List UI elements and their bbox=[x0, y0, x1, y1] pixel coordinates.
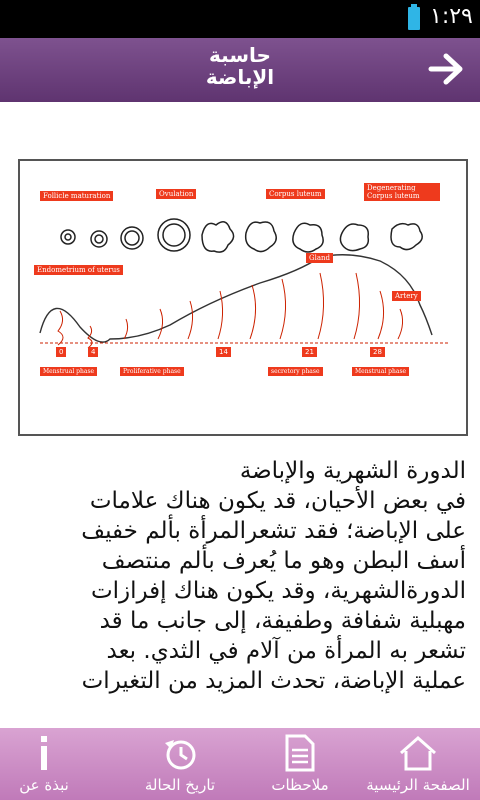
history-icon bbox=[161, 734, 199, 772]
day-28: 28 bbox=[370, 347, 385, 357]
content-area bbox=[0, 102, 480, 728]
menstrual-cycle-diagram bbox=[18, 159, 468, 436]
nav-notes-label: ملاحظات bbox=[271, 776, 329, 794]
page-title bbox=[140, 44, 340, 88]
article-line: عملية الإباضة، تحدث المزيد من التغيرات bbox=[81, 668, 466, 694]
status-time: ١:٢٩ bbox=[430, 4, 473, 29]
phase-secretory: secretory phase bbox=[268, 367, 323, 376]
label-degenerating-corpus-luteum: Degenerating Corpus luteum bbox=[364, 183, 440, 201]
article-line: مهبلية شفافة وطفيفة، إلى جانب ما قد bbox=[99, 608, 466, 634]
info-icon bbox=[32, 734, 56, 772]
label-artery: Artery bbox=[392, 291, 421, 301]
nav-home[interactable] bbox=[356, 728, 480, 800]
phase-menstrual-2: Menstrual phase bbox=[352, 367, 409, 376]
nav-history[interactable] bbox=[120, 728, 240, 800]
bottom-nav bbox=[0, 728, 480, 800]
article-line: في بعض الأحيان، قد يكون هناك علامات bbox=[89, 488, 466, 514]
label-ovulation: Ovulation bbox=[156, 189, 196, 199]
article-text bbox=[6, 456, 466, 696]
title-line-1: حاسبة bbox=[209, 43, 271, 67]
nav-history-label: تاريخ الحالة bbox=[144, 776, 216, 794]
title-bar bbox=[0, 38, 480, 102]
phase-menstrual-1: Menstrual phase bbox=[40, 367, 97, 376]
arrow-right-icon[interactable] bbox=[426, 48, 468, 90]
label-gland: Gland bbox=[306, 253, 333, 263]
nav-home-label: الصفحة الرئيسية bbox=[366, 776, 470, 794]
label-follicle-maturation: Follicle maturation bbox=[40, 191, 113, 201]
home-icon bbox=[398, 734, 438, 772]
article-line: على الإباضة؛ فقد تشعرالمرأة بألم خفيف bbox=[81, 518, 466, 544]
phase-proliferative: Proliferative phase bbox=[120, 367, 184, 376]
article-line: أسف البطن وهو ما يُعرف بألم منتصف bbox=[101, 548, 466, 574]
label-corpus-luteum: Corpus luteum bbox=[266, 189, 325, 199]
title-line-2: الإباضة bbox=[205, 65, 275, 89]
battery-icon bbox=[408, 7, 420, 30]
day-0: 0 bbox=[56, 347, 66, 357]
label-endometrium: Endometrium of uterus bbox=[34, 265, 123, 275]
status-bar bbox=[0, 0, 480, 38]
article-heading: الدورة الشهرية والإباضة bbox=[239, 458, 466, 484]
nav-notes[interactable] bbox=[250, 728, 350, 800]
nav-about-label: نبذة عن bbox=[19, 776, 69, 794]
article-line: الدورةالشهرية، وقد يكون هناك إفرازات bbox=[90, 578, 466, 604]
day-4: 4 bbox=[88, 347, 98, 357]
day-14: 14 bbox=[216, 347, 231, 357]
article-line: تشعر به المرأة من آلام في الثدي. بعد bbox=[106, 638, 466, 664]
day-21: 21 bbox=[302, 347, 317, 357]
nav-about[interactable] bbox=[0, 728, 88, 800]
notes-icon bbox=[284, 734, 316, 772]
